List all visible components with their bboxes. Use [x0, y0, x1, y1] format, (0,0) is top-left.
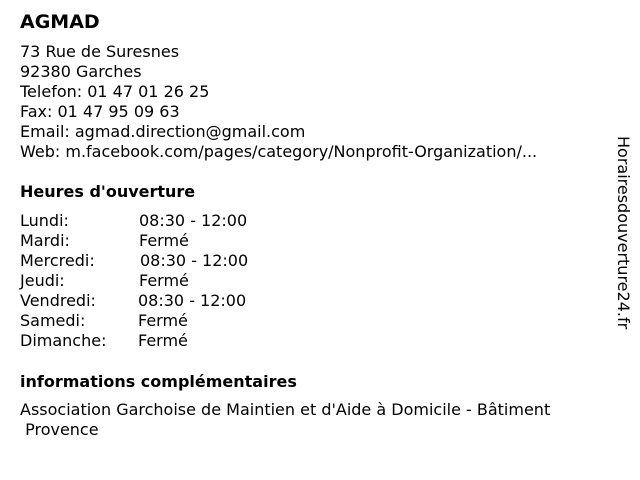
hours-row-samedi: [20, 311, 605, 331]
hours-day: Samedi:: [20, 311, 86, 330]
fax-number: Fax: 01 47 95 09 63: [20, 102, 180, 121]
hours-time: 08:30 - 12:00: [140, 251, 249, 270]
hours-time: Fermé: [139, 231, 189, 250]
hours-row-dimanche: [20, 331, 605, 351]
address-city: 92380 Garches: [20, 62, 142, 81]
business-card: [20, 8, 605, 440]
email-address: Email: agmad.direction@gmail.com: [20, 122, 306, 141]
address-street: 73 Rue de Suresnes: [20, 42, 180, 61]
hours-time: 08:30 - 12:00: [138, 291, 247, 310]
site-watermark: Horairesdouverture24.fr: [614, 136, 633, 330]
hours-time: Fermé: [138, 331, 188, 350]
opening-hours-list: [20, 211, 605, 351]
hours-day: Jeudi:: [20, 271, 65, 290]
hours-row-mercredi: [20, 251, 605, 271]
hours-day: Mardi:: [20, 231, 70, 250]
hours-day: Lundi:: [20, 211, 69, 230]
opening-hours-heading: Heures d'ouverture: [20, 182, 196, 201]
hours-row-mardi: [20, 231, 605, 251]
phone-number: Telefon: 01 47 01 26 25: [20, 82, 210, 101]
hours-day: Dimanche:: [20, 331, 107, 350]
hours-day: Mercredi:: [20, 251, 95, 270]
hours-time: 08:30 - 12:00: [139, 211, 248, 230]
hours-row-vendredi: [20, 291, 605, 311]
hours-time: Fermé: [139, 271, 189, 290]
business-name: AGMAD: [20, 11, 100, 33]
additional-info-heading: informations complémentaires: [20, 372, 297, 391]
hours-row-jeudi: [20, 271, 605, 291]
website-link: Web: m.facebook.com/pages/category/Nonprofit-Organization/...: [20, 142, 538, 161]
hours-time: Fermé: [138, 311, 188, 330]
additional-info-text: Association Garchoise de Maintien et d'Aide à Domicile - Bâtiment Provence: [20, 400, 551, 439]
hours-row-lundi: [20, 211, 605, 231]
hours-day: Vendredi:: [20, 291, 96, 310]
